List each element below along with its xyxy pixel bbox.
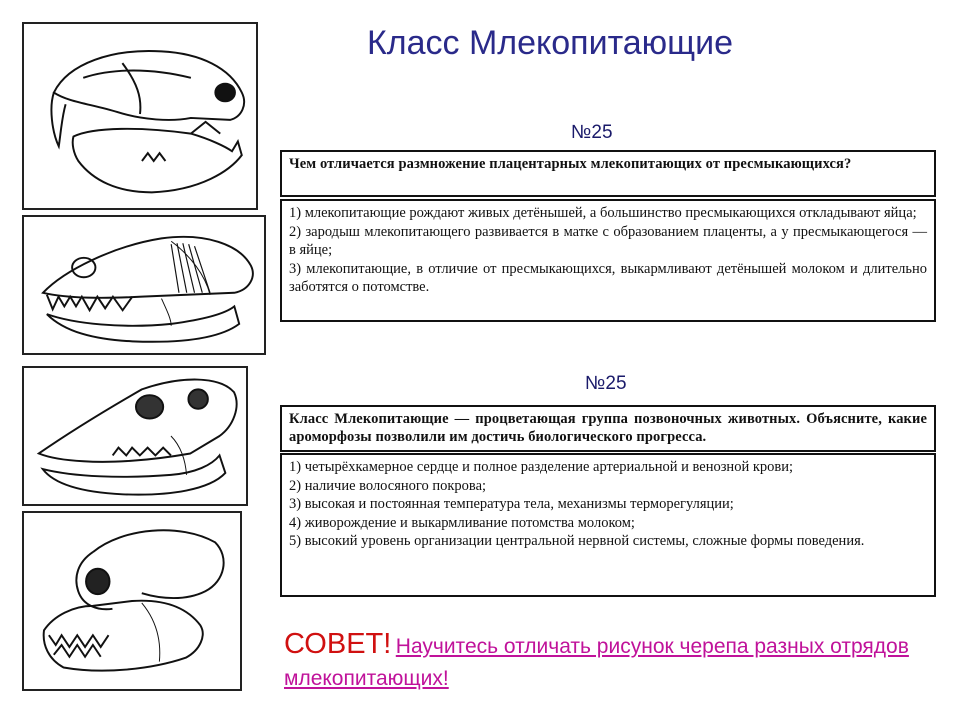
question-text-2: Класс Млекопитающие — процветающая группа позвоночных животных. Объясните, какие ароморфозы позволили им достичь биологического прогресса. — [289, 411, 927, 445]
carnivore-skull-image — [22, 215, 266, 355]
rodent-skull-icon — [24, 24, 256, 208]
answer-item: 3) высокая и постоянная температура тела, механизмы терморегуляции; — [289, 496, 734, 512]
rodent-skull-image — [22, 22, 258, 210]
answer-box-1 — [280, 199, 936, 322]
carnivore-skull-icon — [24, 217, 264, 353]
answer-item: 3) млекопитающие, в отличие от пресмыкающихся, выкармливают детёнышей молоком и длительно заботятся о потомстве. — [289, 260, 927, 295]
question-box-2 — [280, 405, 936, 452]
primate-skull-image — [22, 511, 242, 691]
advice-block — [284, 628, 924, 695]
answer-item: 5) высокий уровень организации центральной нервной системы, сложные формы поведения. — [289, 533, 865, 549]
question-box-1 — [280, 150, 936, 197]
answer-item: 1) четырёхкамерное сердце и полное разделение артериальной и венозной крови; — [289, 459, 794, 475]
ungulate-skull-image — [22, 366, 248, 506]
ungulate-skull-icon — [24, 368, 246, 504]
page-title: Класс Млекопитающие — [366, 24, 734, 62]
advice-lead: СОВЕТ! — [284, 628, 392, 660]
answer-item: 1) млекопитающие рождают живых детёнышей, а большинство пресмыкающихся откладывают яйца; — [289, 205, 917, 221]
answer-box-2 — [280, 453, 936, 597]
question-number-1: №25 — [571, 122, 613, 143]
primate-skull-icon — [24, 513, 240, 689]
answer-item: 2) наличие волосяного покрова; — [289, 477, 487, 494]
question-text-1: Чем отличается размножение плацентарных млекопитающих от пресмыкающихся? — [289, 156, 852, 172]
question-number-2: №25 — [585, 373, 627, 394]
advice-link[interactable]: Научитесь отличать рисунок черепа разных отрядов млекопитающих! — [284, 635, 909, 690]
answer-item: 2) зародыш млекопитающего развивается в матке с образованием плаценты, а у пресмыкающегося — в яйце; — [289, 223, 927, 258]
answer-item: 4) живорождение и выкармливание потомства молоком; — [289, 514, 635, 531]
